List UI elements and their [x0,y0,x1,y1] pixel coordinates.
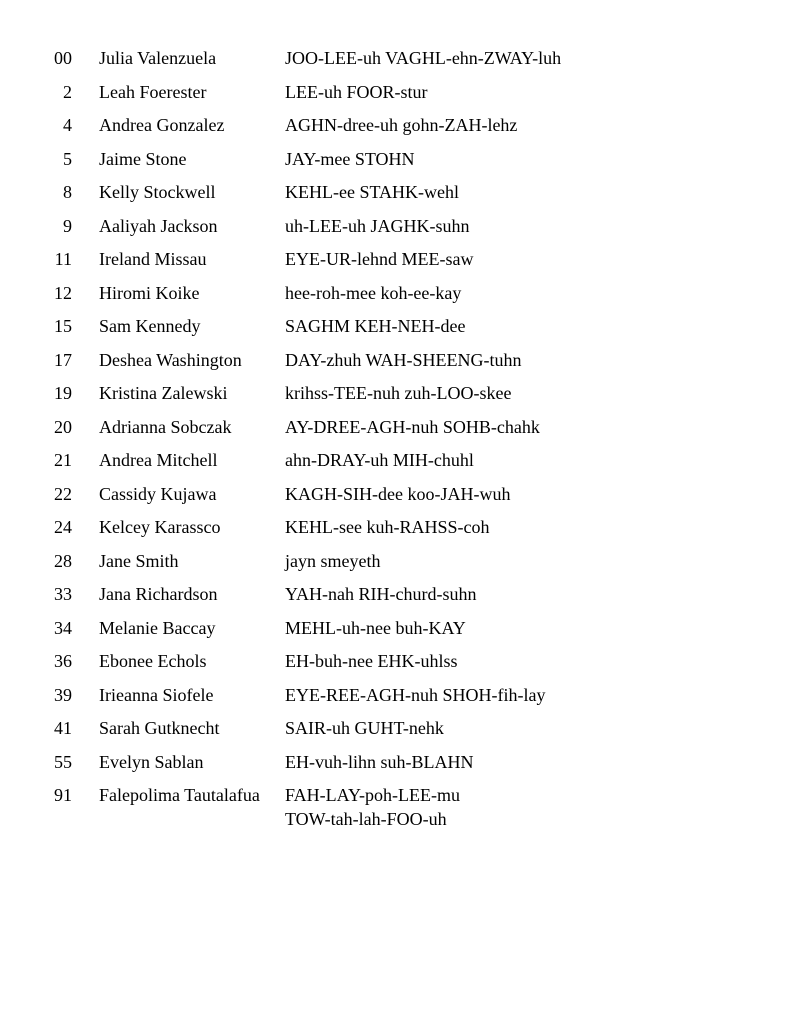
roster-row [0,212,791,246]
player-number: 55 [54,751,72,772]
roster-row [0,714,791,748]
player-number: 19 [54,383,72,403]
roster-row [0,580,791,614]
player-number: 34 [54,617,72,638]
player-pronunciation: SAGHM KEH-NEH-dee [285,316,466,336]
roster-row [0,781,791,843]
player-name: Jane Smith [99,550,179,571]
player-pronunciation: KAGH-SIH-dee koo-JAH-wuh [285,483,511,504]
player-name: Andrea Gonzalez [99,115,225,135]
player-number: 11 [54,249,72,269]
player-number: 4 [63,115,72,135]
player-number: 00 [54,48,72,68]
player-name: Hiromi Koike [99,282,200,303]
roster-row [0,647,791,681]
player-pronunciation: KEHL-see kuh-RAHSS-coh [285,517,490,537]
player-pronunciation: JOO-LEE-uh VAGHL-ehn-ZWAY-luh [285,48,562,68]
player-pronunciation: EH-buh-nee EHK-uhlss [285,651,458,671]
player-pronunciation: uh-LEE-uh JAGHK-suhn [285,215,470,236]
player-pronunciation: AGHN-dree-uh gohn-ZAH-lehz [285,115,518,135]
player-name: Sam Kennedy [99,316,201,336]
player-number: 33 [54,584,72,604]
player-number: 20 [54,416,72,437]
player-pronunciation: FAH-LAY-poh-LEE-mu TOW-tah-lah-FOO-uh [285,785,460,829]
roster-row [0,413,791,447]
roster-row [0,178,791,212]
player-pronunciation: MEHL-uh-nee buh-KAY [285,617,466,638]
player-name: Andrea Mitchell [99,450,218,470]
roster-row [0,111,791,145]
roster-row [0,547,791,581]
player-name: Leah Foerester [99,81,207,102]
player-number: 36 [54,651,72,671]
player-number: 2 [63,81,72,102]
player-pronunciation: SAIR-uh GUHT-nehk [285,718,444,738]
roster-list [0,44,791,843]
player-name: Cassidy Kujawa [99,483,217,504]
player-name: Falepolima Tautalafua [99,785,260,805]
player-name: Kelly Stockwell [99,182,216,202]
roster-row [0,748,791,782]
player-pronunciation: ahn-DRAY-uh MIH-chuhl [285,450,474,470]
player-pronunciation: DAY-zhuh WAH-SHEENG-tuhn [285,349,522,370]
player-number: 41 [54,718,72,738]
player-name: Ebonee Echols [99,651,207,671]
roster-row [0,614,791,648]
player-number: 15 [54,316,72,336]
roster-row [0,44,791,78]
player-number: 8 [63,182,72,202]
player-number: 5 [63,148,72,169]
player-name: Jaime Stone [99,148,187,169]
roster-row [0,279,791,313]
player-name: Adrianna Sobczak [99,416,232,437]
player-pronunciation: krihss-TEE-nuh zuh-LOO-skee [285,383,512,403]
player-pronunciation: jayn smeyeth [285,550,381,571]
player-number: 9 [63,215,72,236]
player-name: Kelcey Karassco [99,517,221,537]
player-pronunciation: EYE-UR-lehnd MEE-saw [285,249,474,269]
player-name: Ireland Missau [99,249,207,269]
player-name: Aaliyah Jackson [99,215,218,236]
roster-row [0,312,791,346]
roster-row [0,513,791,547]
player-number: 17 [54,349,72,370]
roster-row [0,681,791,715]
roster-row [0,379,791,413]
player-pronunciation: EYE-REE-AGH-nuh SHOH-fih-lay [285,684,546,705]
player-number: 28 [54,550,72,571]
player-name: Sarah Gutknecht [99,718,220,738]
player-number: 39 [54,684,72,705]
player-name: Evelyn Sablan [99,751,204,772]
player-number: 91 [54,785,72,805]
roster-row [0,446,791,480]
roster-row [0,145,791,179]
player-name: Julia Valenzuela [99,48,217,68]
player-name: Deshea Washington [99,349,242,370]
player-number: 22 [54,483,72,504]
player-name: Melanie Baccay [99,617,216,638]
player-name: Kristina Zalewski [99,383,228,403]
player-number: 21 [54,450,72,470]
player-pronunciation: JAY-mee STOHN [285,148,415,169]
player-pronunciation: EH-vuh-lihn suh-BLAHN [285,751,474,772]
player-name: Irieanna Siofele [99,684,214,705]
roster-row [0,245,791,279]
player-name: Jana Richardson [99,584,218,604]
roster-row [0,78,791,112]
player-pronunciation: AY-DREE-AGH-nuh SOHB-chahk [285,416,540,437]
player-pronunciation: hee-roh-mee koh-ee-kay [285,282,462,303]
player-number: 12 [54,282,72,303]
player-number: 24 [54,517,72,537]
roster-row [0,480,791,514]
player-pronunciation: KEHL-ee STAHK-wehl [285,182,460,202]
player-pronunciation: YAH-nah RIH-churd-suhn [285,584,477,604]
player-pronunciation: LEE-uh FOOR-stur [285,81,428,102]
roster-row [0,346,791,380]
